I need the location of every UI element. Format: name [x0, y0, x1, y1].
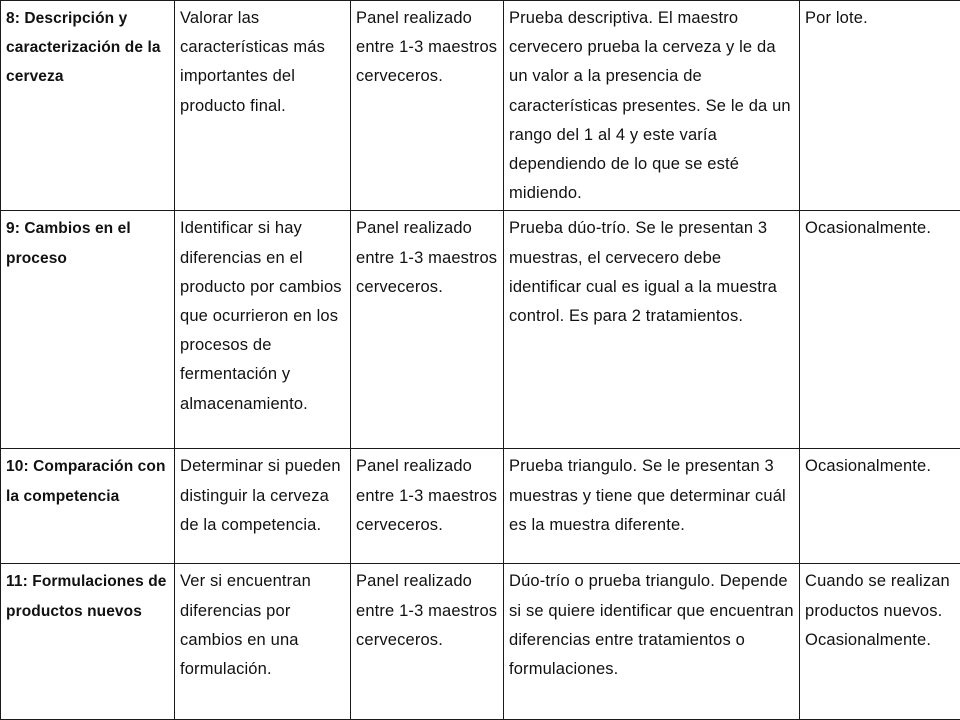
test-name-cell [1, 211, 175, 449]
test-name-text: 8: Descripción y caracterización de la cerveza [6, 10, 161, 86]
frequency-cell [800, 1, 960, 211]
method-cell [504, 211, 800, 449]
method-text: Dúo-trío o prueba triangulo. Depende si se quiere identificar que encuentran diferencias entre tratamientos o formulaciones. [509, 572, 794, 679]
objective-text: Identificar si hay diferencias en el producto por cambios que ocurrieron en los procesos de fermentación y almacenamiento. [180, 219, 342, 413]
panel-cell [351, 1, 504, 211]
objective-cell [175, 211, 351, 449]
frequency-text: Por lote. [805, 9, 868, 27]
test-name-text: 11: Formulaciones de productos nuevos [6, 573, 167, 620]
test-name-cell [1, 564, 175, 720]
frequency-text: Ocasionalmente. [805, 219, 932, 238]
objective-text: Ver si encuentran diferencias por cambios en una formulación. [180, 572, 311, 679]
table-row [1, 1, 960, 211]
table-row [1, 449, 960, 564]
test-name-text: 9: Cambios en el proceso [6, 220, 131, 267]
objective-text: Determinar si pueden distinguir la cerveza de la competencia. [180, 457, 341, 534]
panel-text: Panel realizado entre 1-3 maestros cerveceros. [356, 572, 498, 649]
frequency-cell [800, 564, 960, 720]
panel-cell [351, 449, 504, 564]
panel-cell [351, 564, 504, 720]
test-name-text: 10: Comparación con la competencia [6, 458, 166, 505]
objective-cell [175, 449, 351, 564]
table-row [1, 211, 960, 449]
test-name-cell [1, 1, 175, 211]
frequency-text: Ocasionalmente. [805, 457, 932, 476]
method-text: Prueba dúo-trío. Se le presentan 3 muestras, el cervecero debe identificar cual es igual a la muestra control. Es para 2 tratamientos. [509, 219, 777, 326]
objective-cell [175, 1, 351, 211]
method-cell [504, 1, 800, 211]
frequency-cell [800, 211, 960, 449]
test-name-cell [1, 449, 175, 564]
frequency-text: Cuando se realizan productos nuevos. Ocasionalmente. [805, 572, 950, 649]
frequency-cell [800, 449, 960, 564]
method-text: Prueba triangulo. Se le presentan 3 muestras y tiene que determinar cuál es la muestra diferente. [509, 457, 786, 534]
method-cell [504, 564, 800, 720]
panel-cell [351, 211, 504, 449]
method-cell [504, 449, 800, 564]
method-text: Prueba descriptiva. El maestro cervecero prueba la cerveza y le da un valor a la presencia de características presentes. Se le da un rango del 1 al 4 y este varía dependiendo de lo que se esté midiendo. [509, 9, 791, 203]
panel-text: Panel realizado entre 1-3 maestros cerveceros. [356, 457, 498, 534]
table-row [1, 564, 960, 720]
panel-text: Panel realizado entre 1-3 maestros cerveceros. [356, 9, 498, 86]
objective-cell [175, 564, 351, 720]
objective-text: Valorar las características más importantes del producto final. [180, 9, 325, 115]
panel-text: Panel realizado entre 1-3 maestros cerveceros. [356, 219, 498, 296]
